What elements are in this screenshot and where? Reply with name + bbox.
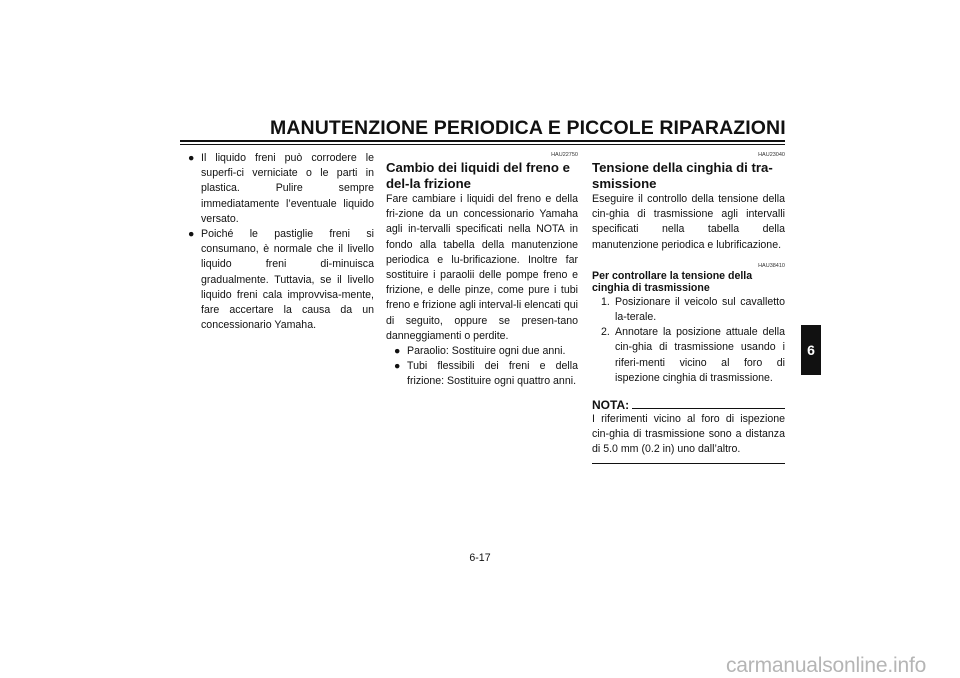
column-3: [592, 152, 785, 464]
column-2: [386, 152, 578, 390]
watermark: carmanualsonline.info: [726, 654, 927, 677]
bullet-text: Il liquido freni può corrodere le superfi-ci verniciate o le parti in plastica. Pulire sempre immediatamente l’eventuale liquido versato.: [201, 152, 374, 225]
page-number: 6-17: [469, 552, 491, 564]
list-item: [592, 325, 785, 386]
note-text: I riferimenti vicino al foro di ispezione cin-ghia di trasmissione sono a distanza di 5.0 mm (0.2 in) uno dall’altro.: [592, 413, 785, 456]
section-code: HAU38410: [758, 262, 785, 269]
page-header-title: MANUTENZIONE PERIODICA E PICCOLE RIPARAZIONI: [270, 117, 786, 139]
note-rule: [632, 408, 785, 409]
header-rule-thin: [180, 144, 785, 145]
step-text: Annotare la posizione attuale della cin-ghia di trasmissione usando i riferi-menti vicino al foro di ispezione cinghia di trasmissione.: [615, 326, 785, 384]
steps-list: [592, 295, 785, 386]
chapter-tab: 6: [801, 325, 821, 375]
bullet-text: Poiché le pastiglie freni si consumano, è normale che il livello liquido freni di-minuisca gradualmente. Tuttavia, se il livello liquido freni cala improvvisa-mente, fare accertare la causa da un concessionario Yamaha.: [201, 228, 374, 332]
bullet-icon: ●: [188, 228, 195, 241]
step-text: Posizionare il veicolo sul cavalletto la-terale.: [615, 295, 785, 324]
list-item: [592, 295, 785, 325]
bullet-item: [188, 227, 374, 333]
bullet-icon: ●: [394, 345, 401, 358]
section-code: HAU22750: [551, 152, 578, 158]
section-code: HAU23040: [758, 152, 785, 158]
section-heading: Cambio dei liquidi del freno e del-la frizione: [386, 160, 570, 191]
bullet-icon: ●: [188, 152, 195, 164]
note-label: NOTA:: [592, 398, 630, 413]
section-heading: Tensione della cinghia di tra-smissione: [592, 160, 773, 191]
note-header: [592, 398, 785, 412]
bullet-text: Tubi flessibili dei freni e della frizione: Sostituire ogni quattro anni.: [407, 360, 578, 388]
column-1: [188, 151, 374, 333]
section-body: Eseguire il controllo della tensione della cin-ghia di trasmissione agli intervalli specificati nella tabella della manutenzione periodica e lubrificazione.: [592, 193, 785, 251]
note-end-rule: [592, 463, 785, 464]
step-number: 2.: [601, 326, 610, 339]
bullet-item: [394, 344, 578, 359]
bullet-text: Paraolio: Sostituire ogni due anni.: [407, 345, 566, 358]
bullet-item: [394, 359, 578, 389]
bullet-item: [188, 151, 374, 227]
section-body: Fare cambiare i liquidi del freno e della fri-zione da un concessionario Yamaha agli in-tervalli specificati nella NOTA in fondo alla tabella della manutenzione periodica e lu-brificazione. Inoltre far sostituire i paraolii delle pompe freno e frizione, e delle pinze, come pure i tubi freno e frizione agli interval-li elencati qui di seguito, oppure se presen-tano danneggiamenti o perdite.: [386, 193, 578, 342]
step-number: 1.: [601, 295, 610, 308]
bullet-icon: ●: [394, 360, 401, 373]
header-rule-thick: [180, 140, 785, 142]
subsection-heading: Per controllare la tensione della cinghia di trasmissione: [592, 269, 753, 295]
